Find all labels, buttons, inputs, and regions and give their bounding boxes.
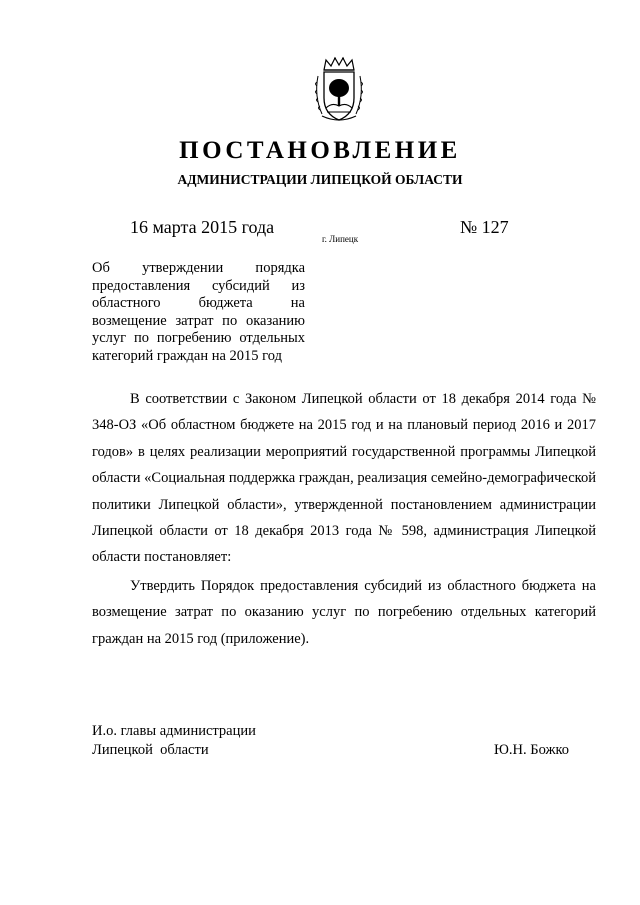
document-subtitle: АДМИНИСТРАЦИИ ЛИПЕЦКОЙ ОБЛАСТИ bbox=[177, 172, 463, 187]
document-date: 16 марта 2015 года bbox=[130, 217, 275, 237]
body-paragraph: В соответствии с Законом Липецкой области от 18 декабря 2014 года № 348-ОЗ «Об областном бюджете на 2015 год и на плановый период 2016 и 2017 годов» в целях реализации мероприятий государственной программы Липецкой области «Социальная поддержка граждан, реализация семейно-демографической политики Липецкой области», утвержденной постановлением администрации Липецкой области от 18 декабря 2013 года № 598, администрация Липецкой области постановляет: bbox=[92, 391, 596, 566]
document-number: № 127 bbox=[460, 217, 509, 237]
document-body bbox=[92, 386, 596, 652]
signature-name: Ю.Н. Божко bbox=[494, 742, 570, 758]
document-city: г. Липецк bbox=[322, 234, 359, 244]
document-subject: Об утверждении порядка предоставления субсидий из областного бюджета на возмещение затрат по оказанию услуг по погребению отдельных категорий граждан на 2015 год bbox=[92, 260, 305, 364]
document-title: ПОСТАНОВЛЕНИЕ bbox=[179, 137, 461, 164]
signature-position bbox=[92, 722, 256, 760]
body-paragraph: Утвердить Порядок предоставления субсидий из областного бюджета на возмещение затрат по оказанию услуг по погребению отдельных категорий граждан на 2015 год (приложение). bbox=[92, 577, 596, 647]
coat-of-arms-icon bbox=[312, 56, 366, 124]
signature-position-line: Липецкой области bbox=[92, 742, 209, 758]
signature-position-line: И.о. главы администрации bbox=[92, 723, 256, 739]
